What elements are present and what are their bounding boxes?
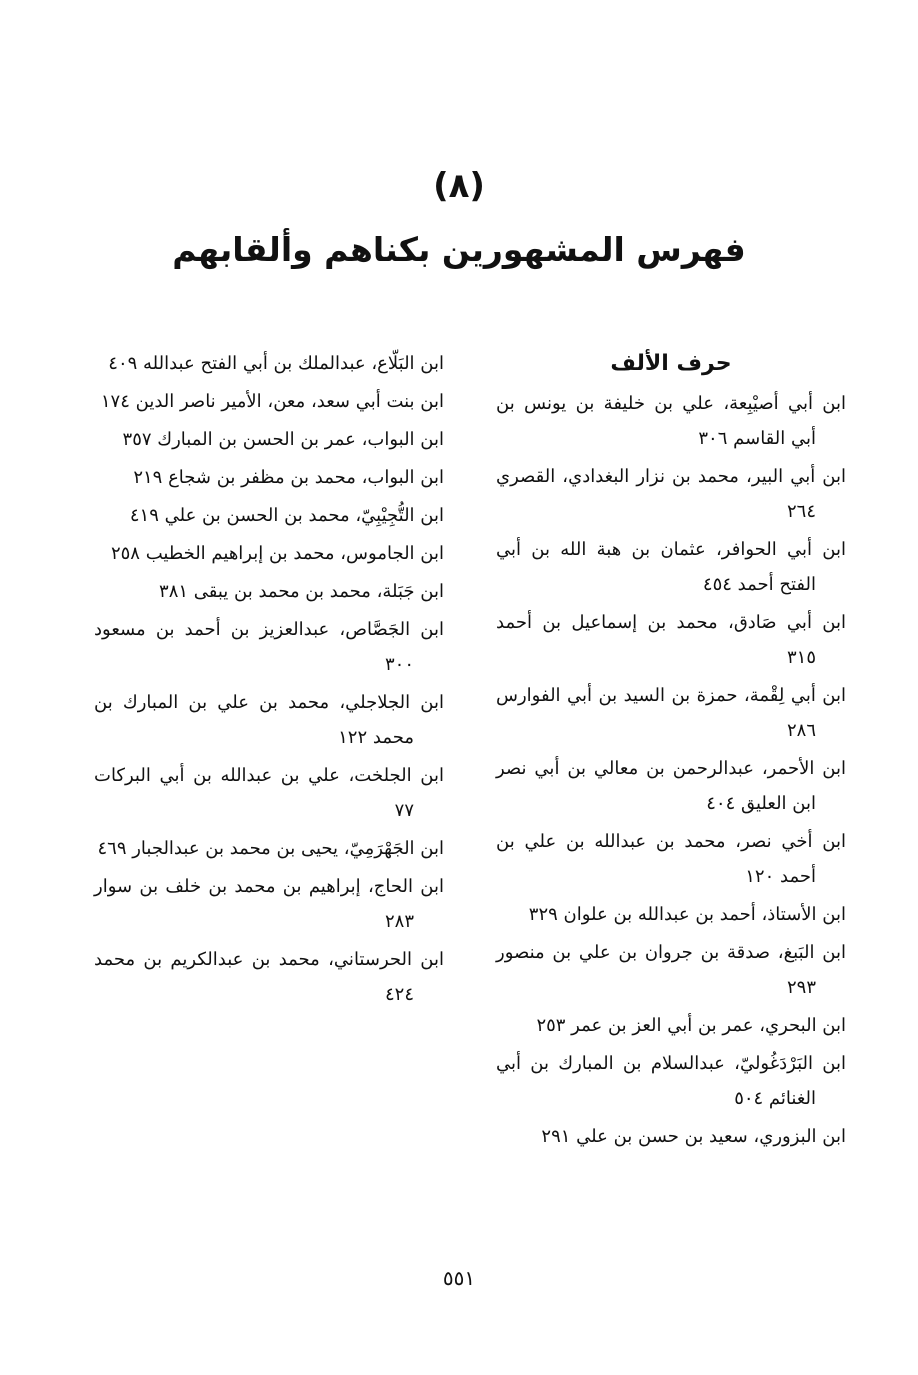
index-entry: ابن البواب، محمد بن مظفر بن شجاع ٢١٩ xyxy=(133,467,444,488)
index-entry: ابن الجَصَّاص، عبدالعزيز بن أحمد بن مسعود ٣٠٠ xyxy=(94,619,444,675)
index-entry: ابن البواب، عمر بن الحسن بن المبارك ٣٥٧ xyxy=(122,429,444,450)
page-number: ٥٥١ xyxy=(442,1266,476,1290)
index-entry: ابن أبي لِقْمة، حمزة بن السيد بن أبي الفوارس ٢٨٦ xyxy=(496,685,846,741)
index-entry: ابن الحاج، إبراهيم بن محمد بن خلف بن سوار ٢٨٣ xyxy=(94,876,444,932)
index-entry: ابن أبي أصيْبِعة، علي بن خليفة بن يونس بن أبي القاسم ٣٠٦ xyxy=(496,393,846,449)
right-column xyxy=(496,346,846,1157)
index-entry: ابن الجاموس، محمد بن إبراهيم الخطيب ٢٥٨ xyxy=(110,543,444,564)
index-entry: ابن جَبَلة، محمد بن محمد بن يبقى ٣٨١ xyxy=(159,581,444,602)
page-title: فهرس المشهورين بكناهم وألقابهم xyxy=(172,230,746,269)
index-entry: ابن الجلاجلي، محمد بن علي بن المبارك بن محمد ١٢٢ xyxy=(94,692,444,748)
index-entry: ابن البزوري، سعيد بن حسن بن علي ٢٩١ xyxy=(541,1126,846,1147)
index-entry: ابن بنت أبي سعد، معن، الأمير ناصر الدين ١٧٤ xyxy=(100,391,444,412)
index-entry: ابن الأحمر، عبدالرحمن بن معالي بن أبي نصر ابن العليق ٤٠٤ xyxy=(496,758,846,814)
index-entry: ابن أبي البير، محمد بن نزار البغدادي، القصري ٢٦٤ xyxy=(496,466,846,522)
index-entry: ابن الجلخت، علي بن عبدالله بن أبي البركات ٧٧ xyxy=(94,765,444,821)
section-number: (٨) xyxy=(433,166,485,206)
index-entry: ابن الجَهْرَمِيّ، يحيى بن محمد بن عبدالجبار ٤٦٩ xyxy=(97,838,444,859)
index-entry: ابن أبي صَادق، محمد بن إسماعيل بن أحمد ٣١٥ xyxy=(496,612,846,668)
index-entry: ابن التُّجِيْبِيّ، محمد بن الحسن بن علي ٤١٩ xyxy=(129,505,444,526)
index-entry: ابن البَبغ، صدقة بن جروان بن علي بن منصور ٢٩٣ xyxy=(496,942,846,998)
index-entry: ابن البَلّاع، عبدالملك بن أبي الفتح عبدالله ٤٠٩ xyxy=(108,353,444,374)
index-entry: ابن الأستاذ، أحمد بن عبدالله بن علوان ٣٢٩ xyxy=(528,904,846,925)
index-entry: ابن البَرْدَغُوليّ، عبدالسلام بن المبارك بن أبي الغنائم ٥٠٤ xyxy=(496,1053,846,1109)
index-entry: ابن أخي نصر، محمد بن عبدالله بن علي بن أحمد ١٢٠ xyxy=(496,831,846,887)
index-entry: ابن البحري، عمر بن أبي العز بن عمر ٢٥٣ xyxy=(536,1015,846,1036)
left-column xyxy=(94,346,444,1015)
index-entry: ابن الحرستاني، محمد بن عبدالكريم بن محمد ٤٢٤ xyxy=(94,949,444,1005)
index-entry: ابن أبي الحوافر، عثمان بن هبة الله بن أبي الفتح أحمد ٤٥٤ xyxy=(496,539,846,595)
letter-heading: حرف الألف xyxy=(610,351,732,376)
